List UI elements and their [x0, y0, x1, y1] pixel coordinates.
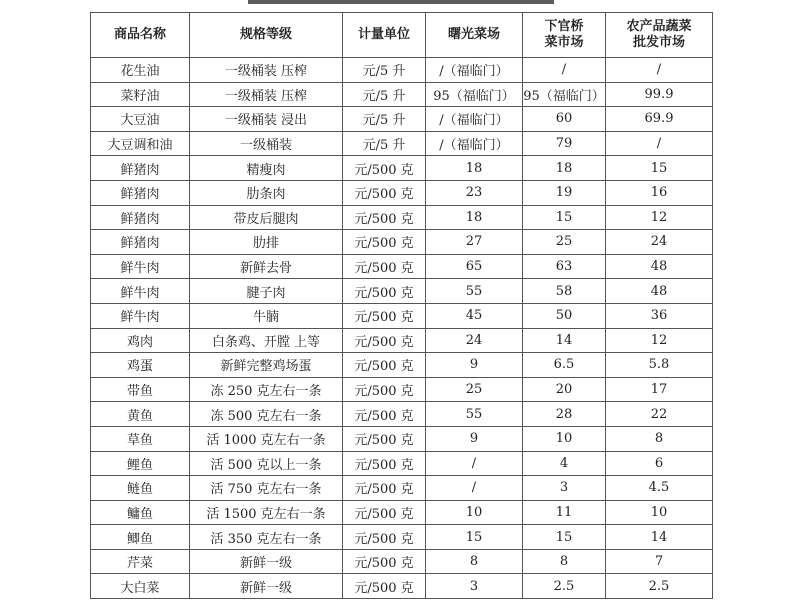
price-wholesale-cell: 48: [606, 279, 713, 304]
table-row: [91, 107, 713, 132]
price-xiaguanqiao-cell: 14: [523, 328, 606, 353]
unit-cell: 元/500 克: [343, 574, 426, 599]
price-shuguang-cell: 3: [426, 574, 523, 599]
spec-grade-cell: 活 750 克左右一条: [190, 476, 343, 501]
product-name-cell: 鸡蛋: [91, 353, 190, 378]
table-row: [91, 353, 713, 378]
unit-cell: 元/500 克: [343, 353, 426, 378]
price-wholesale-cell: /: [606, 58, 713, 83]
price-xiaguanqiao-cell: 11: [523, 500, 606, 525]
price-shuguang-cell: 9: [426, 426, 523, 451]
price-shuguang-cell: 95（福临门）: [426, 82, 523, 107]
product-name-cell: 带鱼: [91, 377, 190, 402]
unit-cell: 元/500 克: [343, 303, 426, 328]
product-name-cell: 鲤鱼: [91, 451, 190, 476]
table-row: [91, 156, 713, 181]
table-row: [91, 58, 713, 83]
table-row: [91, 180, 713, 205]
spec-grade-cell: 新鲜完整鸡场蛋: [190, 353, 343, 378]
unit-cell: 元/500 克: [343, 476, 426, 501]
header-spec-grade: 规格等级: [190, 13, 343, 58]
spec-grade-cell: 牛腩: [190, 303, 343, 328]
price-wholesale-cell: 6: [606, 451, 713, 476]
price-xiaguanqiao-cell: 28: [523, 402, 606, 427]
table-row: [91, 525, 713, 550]
header-unit: 计量单位: [343, 13, 426, 58]
price-table: [90, 12, 713, 599]
price-wholesale-cell: 17: [606, 377, 713, 402]
price-shuguang-cell: 55: [426, 402, 523, 427]
header-row: [91, 13, 713, 58]
price-shuguang-cell: 24: [426, 328, 523, 353]
price-xiaguanqiao-cell: /: [523, 58, 606, 83]
title-banner-remnant: [248, 0, 554, 4]
unit-cell: 元/5 升: [343, 107, 426, 132]
price-xiaguanqiao-cell: 25: [523, 230, 606, 255]
product-name-cell: 鲜猪肉: [91, 180, 190, 205]
price-wholesale-cell: 14: [606, 525, 713, 550]
product-name-cell: 菜籽油: [91, 82, 190, 107]
spec-grade-cell: 一级桶装 压榨: [190, 58, 343, 83]
spec-grade-cell: 新鲜一级: [190, 574, 343, 599]
price-wholesale-cell: 22: [606, 402, 713, 427]
price-shuguang-cell: 25: [426, 377, 523, 402]
product-name-cell: 大白菜: [91, 574, 190, 599]
spec-grade-cell: 腱子肉: [190, 279, 343, 304]
unit-cell: 元/500 克: [343, 525, 426, 550]
unit-cell: 元/500 克: [343, 230, 426, 255]
price-xiaguanqiao-cell: 15: [523, 525, 606, 550]
price-wholesale-cell: 12: [606, 328, 713, 353]
spec-grade-cell: 肋排: [190, 230, 343, 255]
spec-grade-cell: 冻 250 克左右一条: [190, 377, 343, 402]
table-row: [91, 426, 713, 451]
spec-grade-cell: 一级桶装 压榨: [190, 82, 343, 107]
price-shuguang-cell: /: [426, 451, 523, 476]
table-row: [91, 131, 713, 156]
price-shuguang-cell: 15: [426, 525, 523, 550]
spec-grade-cell: 新鲜去骨: [190, 254, 343, 279]
unit-cell: 元/500 克: [343, 254, 426, 279]
price-shuguang-cell: /: [426, 476, 523, 501]
price-xiaguanqiao-cell: 15: [523, 205, 606, 230]
unit-cell: 元/500 克: [343, 377, 426, 402]
table-row: [91, 205, 713, 230]
table-row: [91, 476, 713, 501]
price-shuguang-cell: 27: [426, 230, 523, 255]
price-wholesale-cell: 7: [606, 549, 713, 574]
price-shuguang-cell: /（福临门）: [426, 107, 523, 132]
price-xiaguanqiao-cell: 63: [523, 254, 606, 279]
price-wholesale-cell: 16: [606, 180, 713, 205]
product-name-cell: 鸡肉: [91, 328, 190, 353]
product-name-cell: 鲜牛肉: [91, 279, 190, 304]
header-market-shuguang: 曙光菜场: [426, 13, 523, 58]
table-row: [91, 328, 713, 353]
product-name-cell: 鲜猪肉: [91, 156, 190, 181]
table-row: [91, 574, 713, 599]
header-market-wholesale: 农产品蔬菜 批发市场: [606, 13, 713, 58]
table-row: [91, 82, 713, 107]
table-row: [91, 303, 713, 328]
unit-cell: 元/5 升: [343, 58, 426, 83]
product-name-cell: 鲜牛肉: [91, 254, 190, 279]
product-name-cell: 鲜猪肉: [91, 230, 190, 255]
unit-cell: 元/500 克: [343, 328, 426, 353]
spec-grade-cell: 新鲜一级: [190, 549, 343, 574]
unit-cell: 元/500 克: [343, 180, 426, 205]
unit-cell: 元/500 克: [343, 205, 426, 230]
price-wholesale-cell: 5.8: [606, 353, 713, 378]
price-xiaguanqiao-cell: 20: [523, 377, 606, 402]
price-xiaguanqiao-cell: 19: [523, 180, 606, 205]
spec-grade-cell: 一级桶装 浸出: [190, 107, 343, 132]
table-row: [91, 451, 713, 476]
unit-cell: 元/500 克: [343, 451, 426, 476]
price-xiaguanqiao-cell: 58: [523, 279, 606, 304]
header-market-xiaguanqiao: 下官桥 菜市场: [523, 13, 606, 58]
price-shuguang-cell: 10: [426, 500, 523, 525]
unit-cell: 元/500 克: [343, 426, 426, 451]
price-wholesale-cell: 2.5: [606, 574, 713, 599]
price-shuguang-cell: 55: [426, 279, 523, 304]
product-name-cell: 鲜牛肉: [91, 303, 190, 328]
unit-cell: 元/500 克: [343, 402, 426, 427]
product-name-cell: 花生油: [91, 58, 190, 83]
price-shuguang-cell: 8: [426, 549, 523, 574]
product-name-cell: 鲫鱼: [91, 525, 190, 550]
price-wholesale-cell: 99.9: [606, 82, 713, 107]
price-shuguang-cell: 9: [426, 353, 523, 378]
product-name-cell: 鲢鱼: [91, 476, 190, 501]
spec-grade-cell: 带皮后腿肉: [190, 205, 343, 230]
product-name-cell: 鲜猪肉: [91, 205, 190, 230]
table-row: [91, 549, 713, 574]
table-row: [91, 279, 713, 304]
price-xiaguanqiao-cell: 10: [523, 426, 606, 451]
spec-grade-cell: 活 500 克以上一条: [190, 451, 343, 476]
price-shuguang-cell: 23: [426, 180, 523, 205]
unit-cell: 元/500 克: [343, 549, 426, 574]
spec-grade-cell: 一级桶装: [190, 131, 343, 156]
price-wholesale-cell: 12: [606, 205, 713, 230]
price-xiaguanqiao-cell: 95（福临门）: [523, 82, 606, 107]
unit-cell: 元/5 升: [343, 131, 426, 156]
price-shuguang-cell: 18: [426, 205, 523, 230]
table-row: [91, 377, 713, 402]
price-wholesale-cell: 8: [606, 426, 713, 451]
price-xiaguanqiao-cell: 4: [523, 451, 606, 476]
spec-grade-cell: 白条鸡、开膛 上等: [190, 328, 343, 353]
price-shuguang-cell: 18: [426, 156, 523, 181]
price-wholesale-cell: 69.9: [606, 107, 713, 132]
price-xiaguanqiao-cell: 2.5: [523, 574, 606, 599]
product-name-cell: 黄鱼: [91, 402, 190, 427]
table-row: [91, 254, 713, 279]
unit-cell: 元/500 克: [343, 279, 426, 304]
price-wholesale-cell: 36: [606, 303, 713, 328]
product-name-cell: 芹菜: [91, 549, 190, 574]
price-shuguang-cell: /（福临门）: [426, 131, 523, 156]
unit-cell: 元/5 升: [343, 82, 426, 107]
price-xiaguanqiao-cell: 79: [523, 131, 606, 156]
price-xiaguanqiao-cell: 60: [523, 107, 606, 132]
spec-grade-cell: 冻 500 克左右一条: [190, 402, 343, 427]
price-xiaguanqiao-cell: 50: [523, 303, 606, 328]
price-wholesale-cell: 10: [606, 500, 713, 525]
price-xiaguanqiao-cell: 6.5: [523, 353, 606, 378]
spec-grade-cell: 肋条肉: [190, 180, 343, 205]
table-row: [91, 230, 713, 255]
price-wholesale-cell: 48: [606, 254, 713, 279]
price-xiaguanqiao-cell: 3: [523, 476, 606, 501]
header-product-name: 商品名称: [91, 13, 190, 58]
price-wholesale-cell: /: [606, 131, 713, 156]
product-name-cell: 大豆调和油: [91, 131, 190, 156]
spec-grade-cell: 活 1500 克左右一条: [190, 500, 343, 525]
price-xiaguanqiao-cell: 18: [523, 156, 606, 181]
product-name-cell: 鳙鱼: [91, 500, 190, 525]
price-wholesale-cell: 15: [606, 156, 713, 181]
price-shuguang-cell: 65: [426, 254, 523, 279]
price-shuguang-cell: /（福临门）: [426, 58, 523, 83]
table-row: [91, 500, 713, 525]
spec-grade-cell: 活 1000 克左右一条: [190, 426, 343, 451]
price-xiaguanqiao-cell: 8: [523, 549, 606, 574]
table-row: [91, 402, 713, 427]
unit-cell: 元/500 克: [343, 156, 426, 181]
price-wholesale-cell: 4.5: [606, 476, 713, 501]
product-name-cell: 大豆油: [91, 107, 190, 132]
spec-grade-cell: 精瘦肉: [190, 156, 343, 181]
unit-cell: 元/500 克: [343, 500, 426, 525]
price-wholesale-cell: 24: [606, 230, 713, 255]
price-shuguang-cell: 45: [426, 303, 523, 328]
product-name-cell: 草鱼: [91, 426, 190, 451]
spec-grade-cell: 活 350 克左右一条: [190, 525, 343, 550]
